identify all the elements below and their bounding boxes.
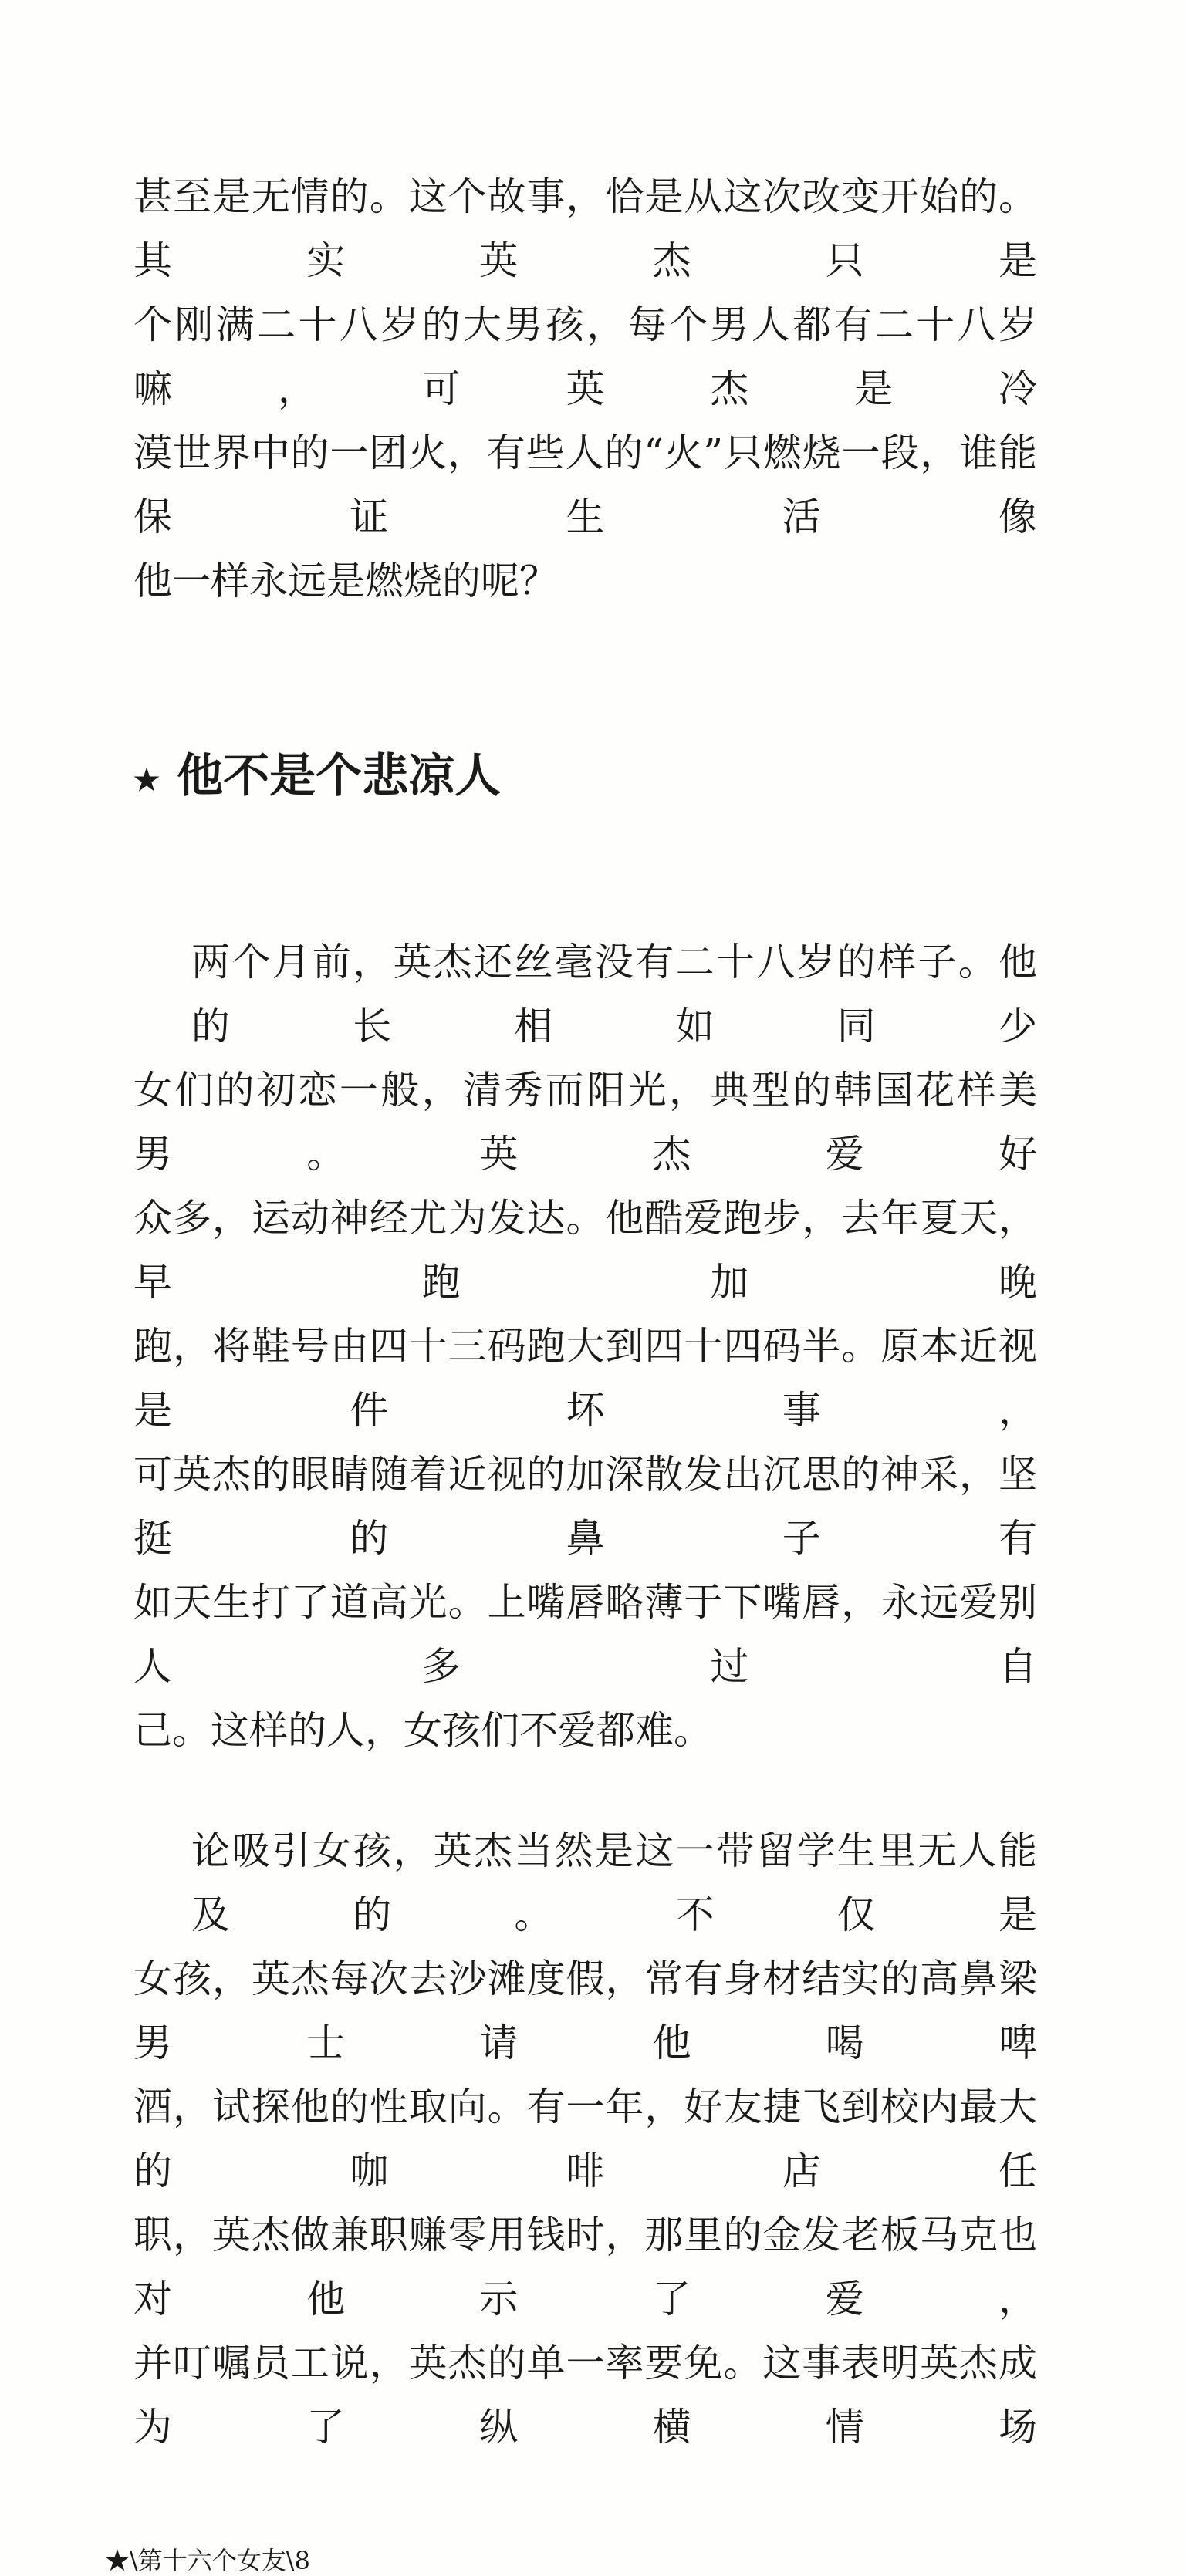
- text-line: 漠世界中的一团火，有些人的“火”只燃烧一段，谁能保证生活像: [133, 430, 1037, 539]
- paragraph-1: [133, 165, 1037, 613]
- text-line: 甚至是无情的。这个故事，恰是从这次改变开始的。其实英杰只是: [133, 174, 1037, 283]
- text-line: 并叮嘱员工说，英杰的单一率要免。这事表明英杰成为了纵横情场: [133, 2340, 1037, 2449]
- page-number: 8: [294, 2545, 310, 2575]
- book-title: \第十六个女友\: [130, 2545, 295, 2575]
- star-icon: ★: [105, 2545, 130, 2575]
- page-footer: [105, 2545, 1037, 2576]
- section-heading: [133, 741, 1037, 815]
- star-icon: ★: [133, 761, 160, 797]
- text-line: 可英杰的眼睛随着近视的加深散发出沉思的神采，坚挺的鼻子有: [133, 1451, 1037, 1561]
- text-line: 女们的初恋一般，清秀而阳光，典型的韩国花样美男。英杰爱好: [133, 1067, 1037, 1177]
- paragraph-3: [133, 1819, 1037, 2460]
- heading-title: 他不是个悲凉人: [177, 749, 502, 803]
- text-line: 职，英杰做兼职赚零用钱时，那里的金发老板马克也对他示了爱，: [133, 2212, 1037, 2321]
- text-line: 女孩，英杰每次去沙滩度假，常有身材结实的高鼻梁男士请他喝啤: [133, 1956, 1037, 2065]
- text-line: 众多，运动神经尤为发达。他酷爱跑步，去年夏天，早跑加晚: [133, 1195, 1037, 1305]
- text-line: 如天生打了道高光。上嘴唇略薄于下嘴唇，永远爱别人多过自: [133, 1579, 1037, 1689]
- text-line: 酒，试探他的性取向。有一年，好友捷飞到校内最大的咖啡店任: [133, 2084, 1037, 2193]
- text-line: 己。这样的人，女孩们不爱都难。: [133, 1707, 712, 1753]
- text-line: 他一样永远是燃烧的呢？: [133, 559, 558, 603]
- paragraph-2: [133, 930, 1037, 1763]
- text-line: 两个月前，英杰还丝毫没有二十八岁的样子。他的长相如同少: [191, 939, 1037, 1048]
- text-line: 个刚满二十八岁的大男孩，每个男人都有二十八岁嘛，可英杰是冷: [133, 302, 1037, 411]
- text-line: 跑，将鞋号由四十三码跑大到四十四码半。原本近视是件坏事，: [133, 1323, 1037, 1433]
- text-line: 论吸引女孩，英杰当然是这一带留学生里无人能及的。不仅是: [191, 1828, 1037, 1937]
